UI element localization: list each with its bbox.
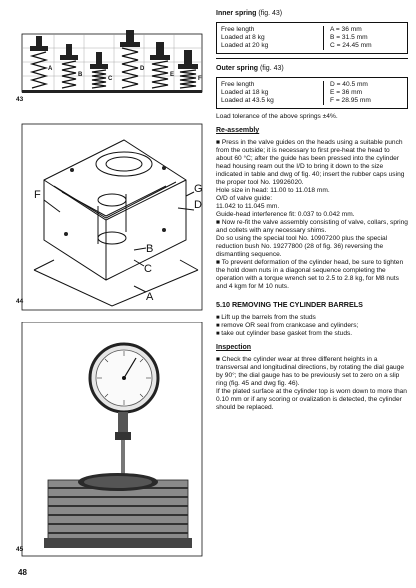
inner-spring-table xyxy=(216,22,408,54)
cylinder-head-drawing xyxy=(14,120,204,316)
figure-45 xyxy=(14,322,204,558)
outer-spring-right-0: D = 40.5 mm xyxy=(330,81,368,88)
outer-spring-left-1: Loaded at 18 kg xyxy=(221,89,269,96)
figure-43-number: 43 xyxy=(16,96,24,103)
fig43-label-c: C xyxy=(108,76,113,82)
reassembly-para-1: Hole size in head: 11.00 to 11.018 mm. xyxy=(216,187,330,194)
figure-43 xyxy=(14,18,204,110)
reassembly-para-3: 11.042 to 11.045 mm. xyxy=(216,203,280,210)
inner-spring-right-0: A = 36 mm xyxy=(330,26,362,33)
section-510-bullet-0: ■ Lift up the barrels from the studs xyxy=(216,314,408,322)
dial-gauge-photo xyxy=(14,322,204,558)
reassembly-para-0: ■ Press in the valve guides on the heads using a suitable punch from the outside; it is necessary to first pre-heat the head to about 60 °C; after the guide has been pressed into the cylinder head housing ream out the I/D to bring it down to the size indicated in table and dwg of fig. 40; insert the rubber caps using the proper tool No. 19926020. xyxy=(216,139,405,186)
outer-spring-right-2: F = 28.95 mm xyxy=(330,97,371,104)
inner-spring-left-1: Loaded at 8 kg xyxy=(221,34,265,41)
fig44-label-f: F xyxy=(34,189,41,201)
fig43-label-a: A xyxy=(48,66,53,72)
inspection-heading: Inspection xyxy=(216,344,252,351)
inspection-para-1: If the plated surface at the cylinder top is worn down to more than 0.10 mm or if any scoring or ovalization is detected, the cylinder should be replaced. xyxy=(216,388,407,411)
inner-spring-right-2: C = 24.45 mm xyxy=(330,42,372,49)
reassembly-para-5: ■ Now re-fit the valve assembly consisting of valve, collars, spring and collets with any necessary shims. xyxy=(216,219,408,234)
inner-spring-heading: Inner spring (fig. 43) xyxy=(216,10,283,17)
spring-diagram xyxy=(14,18,204,110)
fig44-label-a: A xyxy=(146,291,154,303)
section-510-heading: 5.10 REMOVING THE CYLINDER BARRELS xyxy=(216,300,363,309)
inner-spring-left-2: Loaded at 20 kg xyxy=(221,42,269,49)
reassembly-para-2: O/D of valve guide: xyxy=(216,195,273,202)
inspection-para-0: ■ Check the cylinder wear at three different heights in a transversal and longitudinal directions, by rotating the dial gauge by 90°; the dial gauge has to be previously set to zero on a slip ring (fig. 45 and dwg fig. 46). xyxy=(216,356,405,387)
tolerance-note: Load tolerance of the above springs ±4%. xyxy=(216,113,338,120)
fig43-label-e: E xyxy=(170,72,175,78)
reassembly-para-4: Guide-head interference fit: 0.037 to 0.042 mm. xyxy=(216,211,355,218)
reassembly-heading: Re-assembly xyxy=(216,127,260,134)
figure-44 xyxy=(14,120,204,316)
outer-spring-table xyxy=(216,77,408,109)
fig44-label-d: D xyxy=(194,199,202,211)
inner-spring-right-1: B = 31.5 mm xyxy=(330,34,368,41)
page-number: 48 xyxy=(18,568,27,577)
fig43-label-f: F xyxy=(198,76,202,82)
reassembly-para-6: Do so using the special tool No. 10907200 plus the special reduction bush No. 19277800 (28 of fig. 36) reversing the dismantling sequence. xyxy=(216,235,388,258)
figure-45-number: 45 xyxy=(16,546,24,553)
fig44-label-c: C xyxy=(144,263,152,275)
outer-spring-heading: Outer spring (fig. 43) xyxy=(216,65,284,72)
figure-44-number: 44 xyxy=(16,298,24,305)
outer-spring-left-0: Free length xyxy=(221,81,255,88)
outer-spring-right-1: E = 36 mm xyxy=(330,89,363,96)
outer-spring-left-2: Loaded at 43.5 kg xyxy=(221,97,274,104)
section-510-bullet-2: ■ take out cylinder base gasket from the studs. xyxy=(216,330,408,338)
fig44-label-b: B xyxy=(146,243,154,255)
divider xyxy=(216,58,408,59)
inner-spring-left-0: Free length xyxy=(221,26,255,33)
section-510-bullet-1: ■ remove OR seal from crankcase and cylinders; xyxy=(216,322,408,330)
fig43-label-d: D xyxy=(140,66,145,72)
fig44-label-g: G xyxy=(194,183,203,195)
text-column xyxy=(216,10,408,412)
reassembly-para-7: ■ To prevent deformation of the cylinder head, be sure to tighten the hold down nuts in a diagonal sequence completing the operation with a torque wrench set to 2.5 to 2.8 kg, for M8 nuts and 4 kgm for M 10 nuts. xyxy=(216,259,404,290)
fig43-label-b: B xyxy=(78,72,83,78)
